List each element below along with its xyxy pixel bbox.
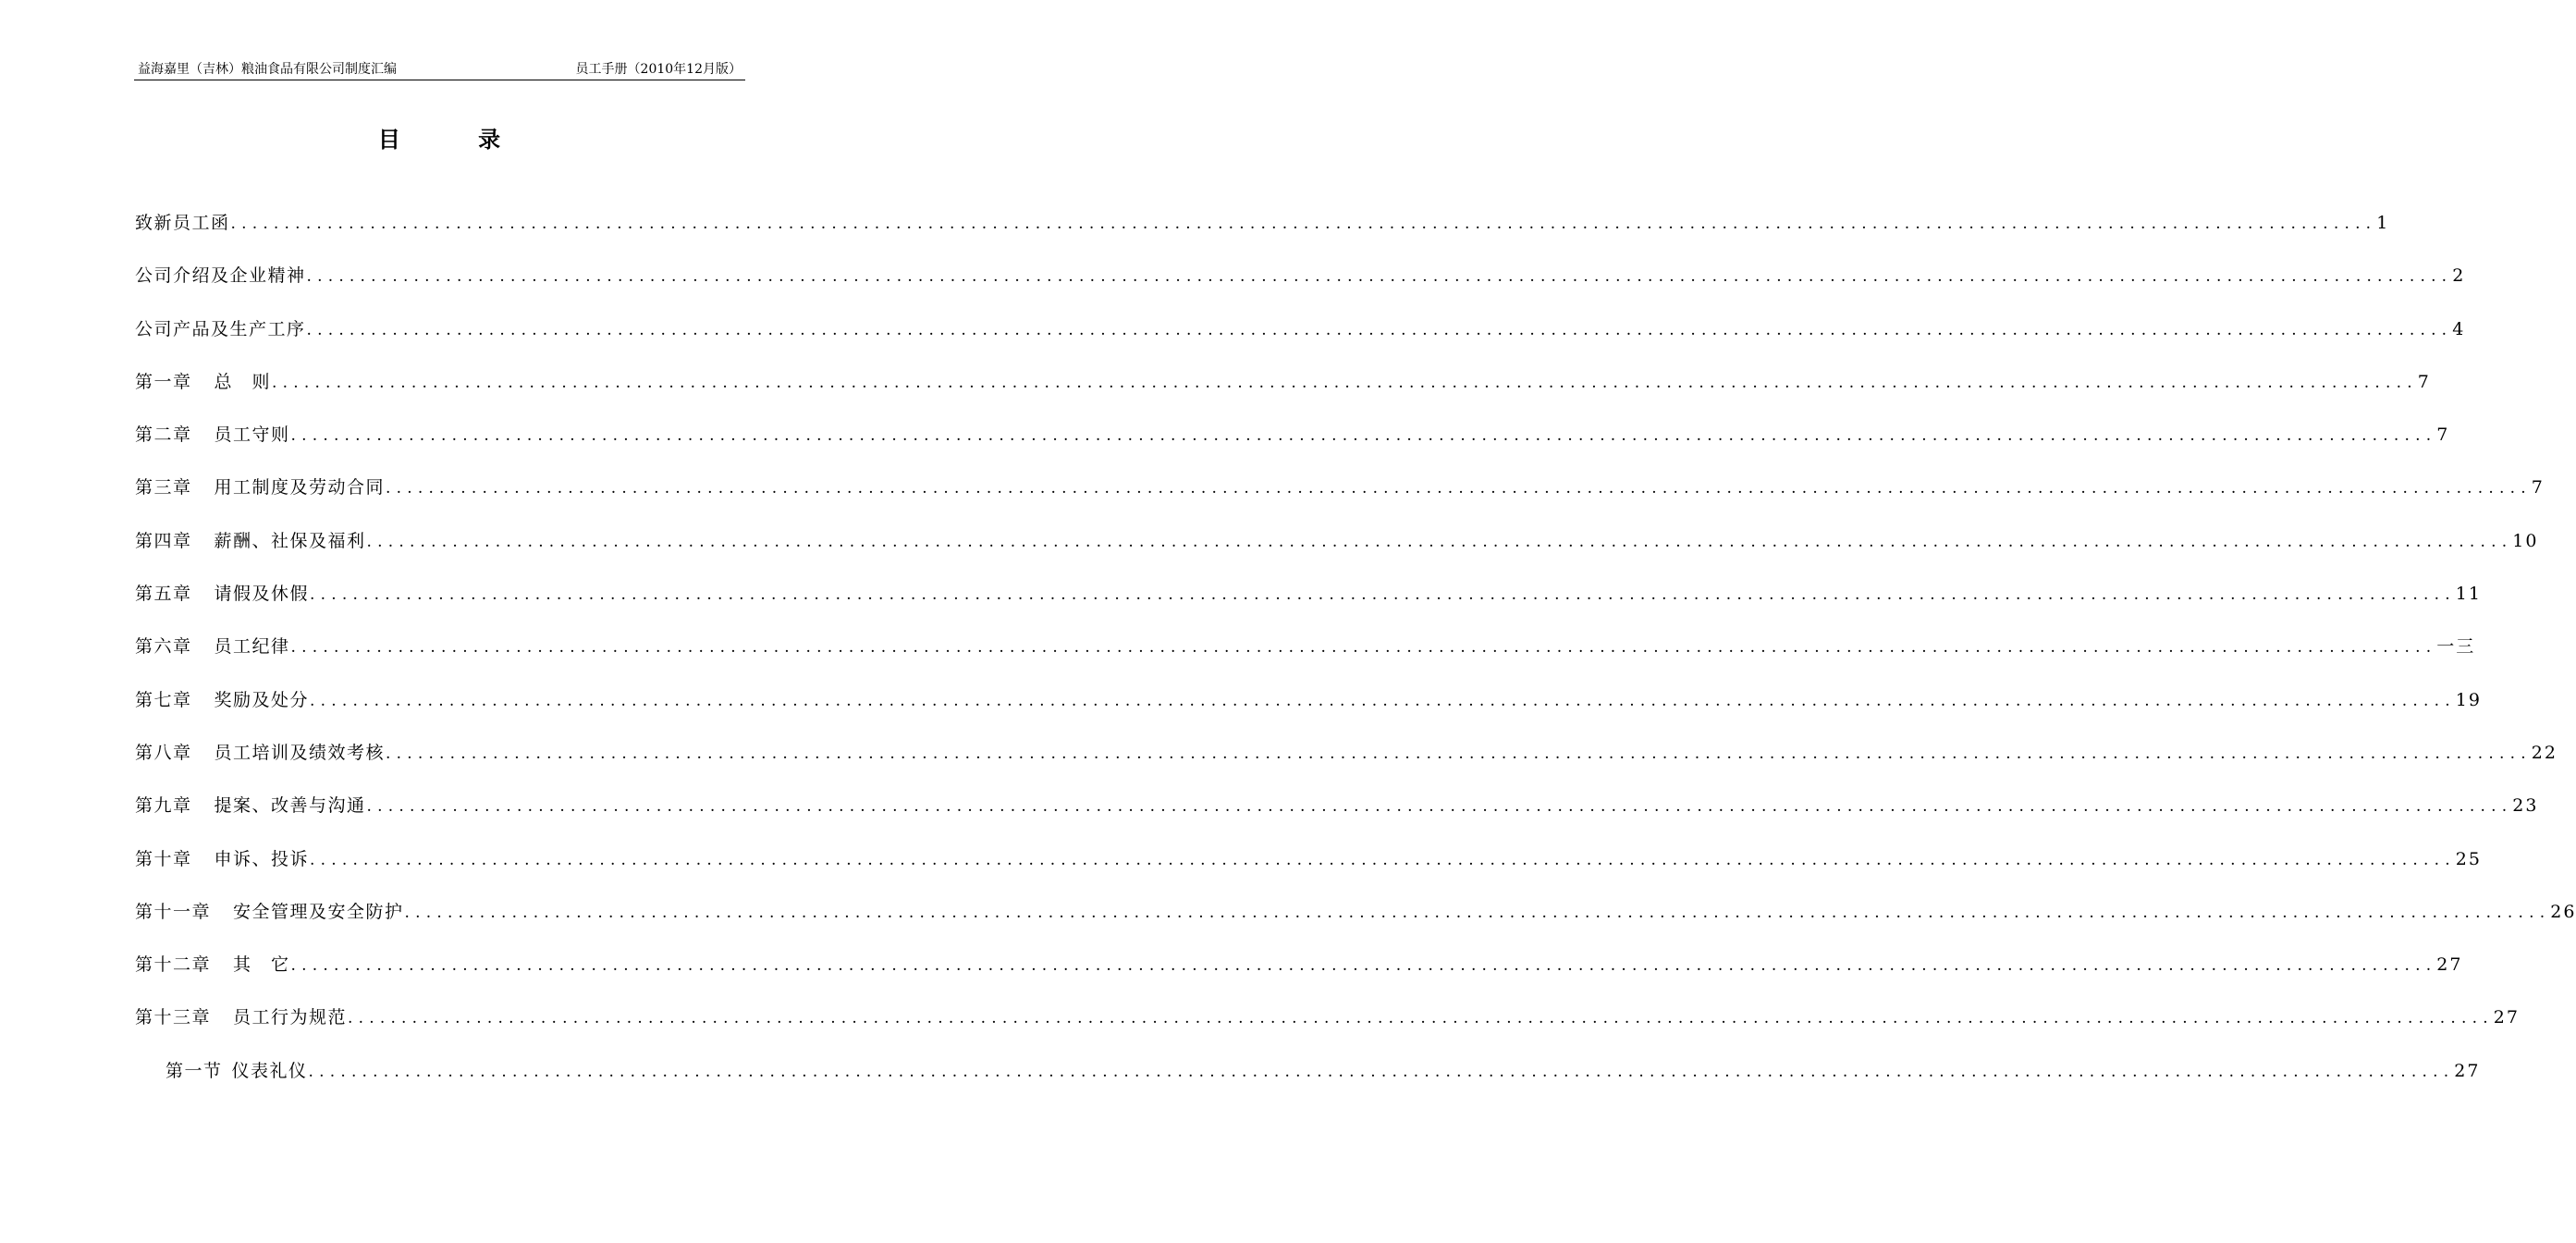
toc-entry-title: 安全管理及安全防护 xyxy=(233,901,404,922)
toc-title: 目 录 xyxy=(377,126,536,153)
toc-entry[interactable] xyxy=(135,472,2545,524)
toc-dot-leader: ........................................................................................................................................................................................................ xyxy=(308,1062,2455,1081)
toc-dot-leader: ........................................................................................................................................................................................................ xyxy=(306,320,2453,339)
toc-entry-title: 其 它 xyxy=(233,954,290,976)
toc-dot-leader: ........................................................................................................................................................................................................ xyxy=(290,638,2437,658)
toc-chapter-number: 第二章 xyxy=(135,425,192,446)
toc-entry-label xyxy=(135,207,230,239)
header-manual-version: 员工手册（2010年12月版） xyxy=(575,62,742,77)
toc-entry-label xyxy=(135,737,385,769)
toc-dot-leader: ........................................................................................................................................................................................................ xyxy=(366,797,2513,817)
toc-chapter-number: 第十三章 xyxy=(135,1007,212,1028)
toc-entry[interactable] xyxy=(135,314,2466,366)
toc-page-number: 26 xyxy=(2550,901,2576,922)
toc-chapter-number: 第四章 xyxy=(135,530,192,551)
toc-page-number: 27 xyxy=(2493,1007,2520,1028)
toc-chapter-number: 第八章 xyxy=(135,742,192,763)
toc-entry-title: 员工守则 xyxy=(214,425,290,446)
toc-entry[interactable] xyxy=(135,207,2390,260)
toc-entry-title: 用工制度及劳动合同 xyxy=(214,477,386,498)
toc-entry-label xyxy=(135,578,309,609)
toc-dot-leader: ........................................................................................................................................................................................................ xyxy=(290,956,2437,976)
toc-chapter-number: 第一节 xyxy=(166,1060,223,1081)
toc-page-number: 27 xyxy=(2436,954,2463,976)
toc-page-number: 27 xyxy=(2454,1060,2481,1081)
toc-entry[interactable] xyxy=(135,684,2482,737)
toc-entry-label xyxy=(135,684,309,716)
toc-entry-label xyxy=(135,631,290,662)
toc-dot-leader: ........................................................................................................................................................................................................ xyxy=(404,903,2551,922)
page-header xyxy=(134,59,745,80)
toc-entry[interactable] xyxy=(135,366,2431,419)
toc-chapter-number: 第三章 xyxy=(135,477,192,498)
toc-page-number: 一三 xyxy=(2436,636,2476,658)
toc-entry[interactable] xyxy=(135,578,2482,631)
toc-entry[interactable] xyxy=(135,419,2450,472)
toc-page-number: 19 xyxy=(2455,689,2482,710)
toc-entry-label xyxy=(135,949,290,980)
toc-page-number: 10 xyxy=(2512,530,2539,551)
toc-chapter-number: 第九章 xyxy=(135,795,192,817)
toc-chapter-number: 第七章 xyxy=(135,689,192,710)
toc-dot-leader: ........................................................................................................................................................................................................ xyxy=(230,215,2377,233)
toc-page-number: 7 xyxy=(2417,371,2431,392)
toc-entry-label xyxy=(135,366,271,398)
toc-entry-title: 致新员工函 xyxy=(135,213,230,233)
toc-entry-title: 公司产品及生产工序 xyxy=(135,318,306,339)
toc-entry[interactable] xyxy=(135,260,2466,313)
toc-entry-label xyxy=(135,314,306,345)
toc-entry-label xyxy=(166,1055,308,1087)
toc-entry[interactable] xyxy=(135,896,2576,949)
toc-entry-label xyxy=(135,472,385,503)
toc-page-number: 11 xyxy=(2455,584,2482,605)
toc-page-number: 1 xyxy=(2376,213,2390,233)
toc-entry[interactable] xyxy=(135,737,2558,790)
toc-entry-title: 奖励及处分 xyxy=(214,689,310,710)
toc-dot-leader: ........................................................................................................................................................................................................ xyxy=(272,373,2418,392)
toc-entry[interactable] xyxy=(135,1055,2481,1108)
toc-entry-title: 员工纪律 xyxy=(214,636,290,658)
toc-entry-label xyxy=(135,843,309,875)
toc-chapter-number: 第一章 xyxy=(135,371,192,392)
toc-entry[interactable] xyxy=(135,631,2476,683)
toc-chapter-number: 第十二章 xyxy=(135,954,212,976)
toc-entry[interactable] xyxy=(135,525,2539,578)
toc-dot-leader: ........................................................................................................................................................................................................ xyxy=(290,426,2437,446)
toc-entry-title: 请假及休假 xyxy=(214,584,310,605)
toc-chapter-number: 第十一章 xyxy=(135,901,212,922)
toc-entry-title: 申诉、投诉 xyxy=(214,848,310,869)
toc-dot-leader: ........................................................................................................................................................................................................ xyxy=(306,267,2453,287)
toc-page-number: 7 xyxy=(2436,425,2450,446)
header-company-title: 益海嘉里（吉林）粮油食品有限公司制度汇编 xyxy=(138,62,397,77)
toc-entry-label xyxy=(135,896,404,928)
toc-entry-title: 仪表礼仪 xyxy=(231,1060,308,1081)
toc-page-number: 2 xyxy=(2452,265,2466,287)
toc-entry[interactable] xyxy=(135,1002,2520,1054)
toc-dot-leader: ........................................................................................................................................................................................................ xyxy=(310,691,2456,710)
toc-dot-leader: ........................................................................................................................................................................................................ xyxy=(348,1009,2494,1028)
toc-dot-leader: ........................................................................................................................................................................................................ xyxy=(386,744,2532,763)
toc-entry[interactable] xyxy=(135,949,2463,1002)
toc-entry-title: 公司介绍及企业精神 xyxy=(135,265,306,287)
toc-entry-title: 提案、改善与沟通 xyxy=(214,795,366,817)
toc-entry-title: 总 则 xyxy=(214,371,272,392)
toc-chapter-number: 第六章 xyxy=(135,636,192,658)
toc-page-number: 22 xyxy=(2531,742,2558,763)
toc-dot-leader: ........................................................................................................................................................................................................ xyxy=(310,850,2456,869)
toc-entry-label xyxy=(135,525,366,557)
toc-chapter-number: 第十章 xyxy=(135,848,192,869)
toc-entry-label xyxy=(135,419,290,450)
toc-page-number: 25 xyxy=(2455,848,2482,869)
toc-entry[interactable] xyxy=(135,843,2482,896)
toc-chapter-number: 第五章 xyxy=(135,584,192,605)
table-of-contents xyxy=(135,207,2576,1108)
toc-dot-leader: ........................................................................................................................................................................................................ xyxy=(310,585,2456,605)
toc-page-number: 4 xyxy=(2452,318,2466,339)
toc-page-number: 7 xyxy=(2531,477,2545,498)
toc-dot-leader: ........................................................................................................................................................................................................ xyxy=(386,479,2532,498)
toc-entry-label xyxy=(135,790,366,821)
toc-entry[interactable] xyxy=(135,790,2539,843)
toc-entry-title: 员工培训及绩效考核 xyxy=(214,742,386,763)
toc-entry-label xyxy=(135,1002,347,1033)
toc-page-number: 23 xyxy=(2512,795,2539,817)
toc-entry-title: 员工行为规范 xyxy=(233,1007,348,1028)
toc-entry-title: 薪酬、社保及福利 xyxy=(214,530,366,551)
toc-dot-leader: ........................................................................................................................................................................................................ xyxy=(366,532,2513,551)
toc-entry-label xyxy=(135,260,306,291)
